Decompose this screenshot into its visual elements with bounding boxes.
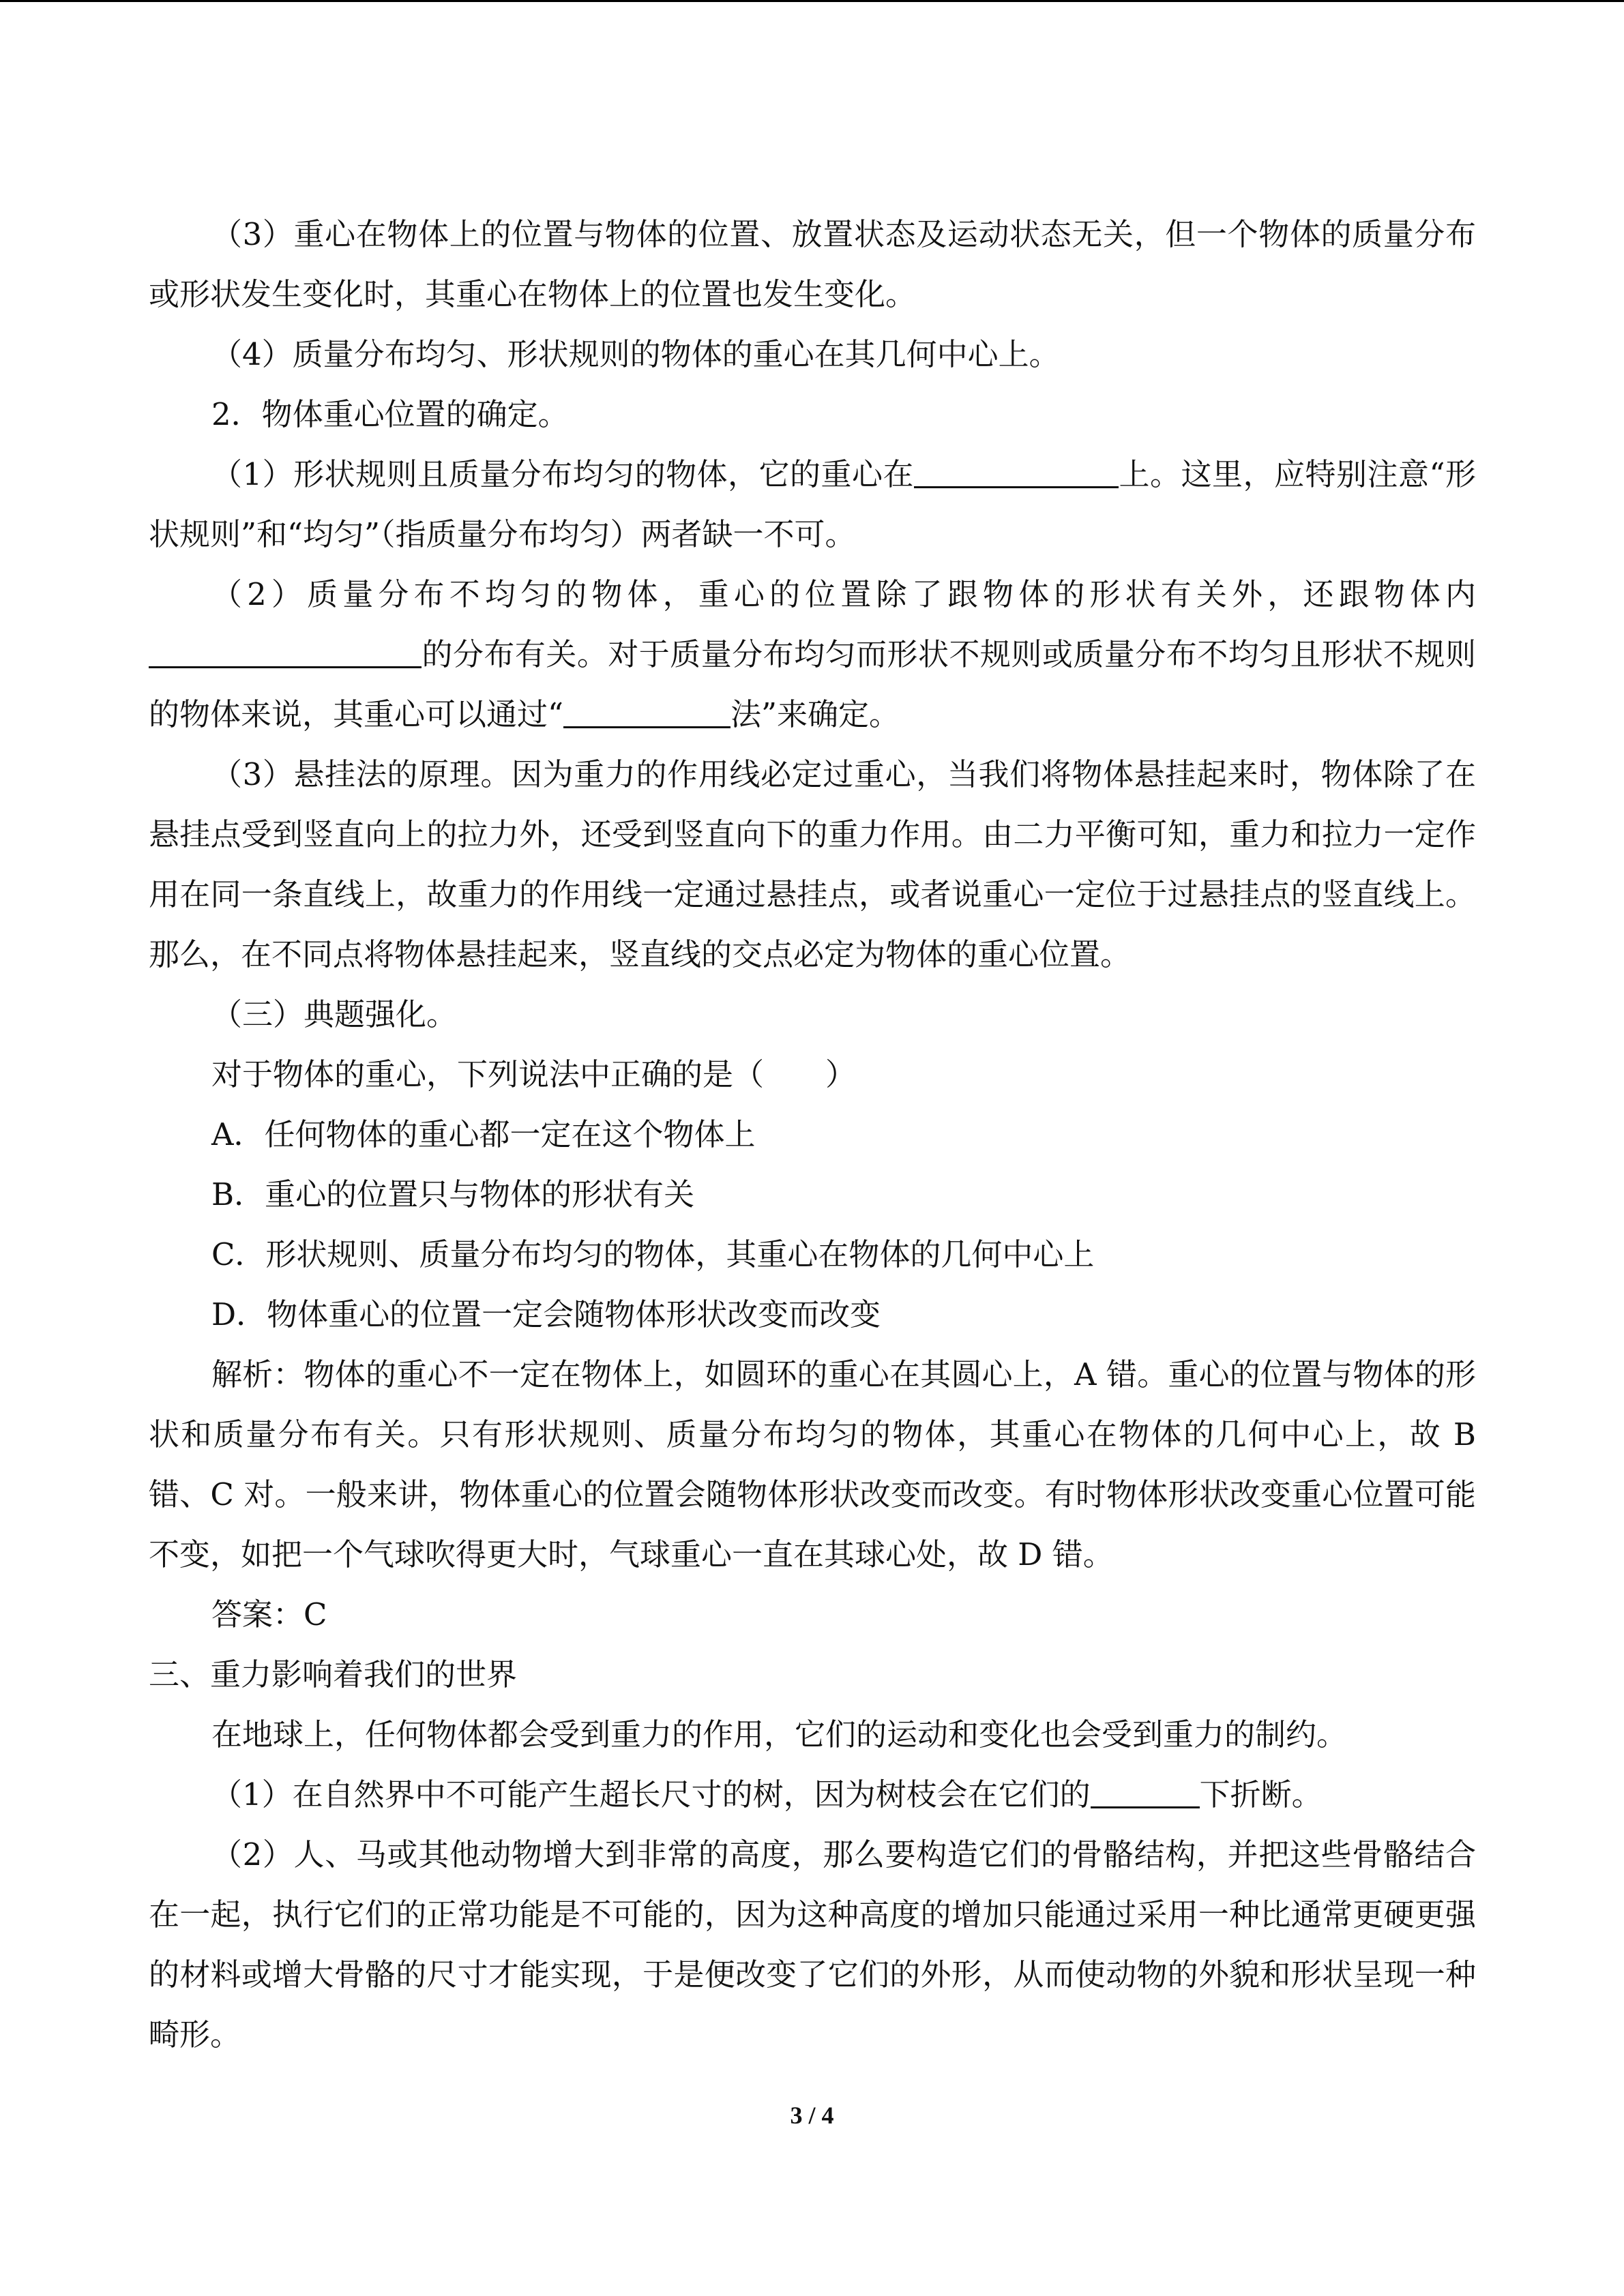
option-b: B．重心的位置只与物体的形状有关 [211, 1176, 695, 1212]
paragraph-center-of-gravity-3: （3）重心在物体上的位置与物体的位置、放置状态及运动状态无关，但一个物体的质量分布或形状发生变化时，其重心在物体上的位置也发生变化。 [149, 216, 1476, 312]
paragraph-gravity-world: 在地球上，任何物体都会受到重力的作用，它们的运动和变化也会受到重力的制约。 [211, 1716, 1348, 1753]
question-stem: 对于物体的重心，下列说法中正确的是（ ） [211, 1056, 857, 1092]
answer-text: 答案：C [211, 1596, 327, 1632]
fill-blank-3 [563, 696, 730, 728]
option-d: D．物体重心的位置一定会随物体形状改变而改变 [211, 1296, 881, 1332]
text-segment: （1）在自然界中不可能产生超长尺寸的树，因为树枝会在它们的 [211, 1776, 1091, 1813]
text-segment: （1）形状规则且质量分布均匀的物体，它的重心在 [211, 456, 915, 492]
heading-typical-questions: （三）典题强化。 [211, 996, 458, 1032]
page-number: 3 / 4 [790, 2102, 834, 2129]
text-segment: 的分布有关。对于质量分布均匀而形状不规则或质量分布不均匀且形状不规则的物体来说，其重心可以通过“ [149, 636, 1476, 732]
analysis-text: 解析：物体的重心不一定在物体上，如圆环的重心在其圆心上，A 错。重心的位置与物体的形状和质量分布有关。只有形状规则、质量分布均匀的物体，其重心在物体的几何中心上，故 B 错、C 对。一般来讲，物体重心的位置会随物体形状改变而改变。有时物体形状改变重心位置可能不变，如把一个气球吹得更大时，气球重心一直在其球心处，故 D 错。 [149, 1356, 1476, 1572]
paragraph-trees [149, 1765, 1476, 1825]
option-a: A．任何物体的重心都一定在这个物体上 [211, 1116, 756, 1152]
paragraph-uneven-mass [149, 565, 1476, 745]
paragraph-center-of-gravity-4: （4）质量分布均匀、形状规则的物体的重心在其几何中心上。 [211, 336, 1060, 372]
fill-blank-4 [1091, 1776, 1200, 1808]
option-c: C．形状规则、质量分布均匀的物体，其重心在物体的几何中心上 [211, 1236, 1095, 1272]
fill-blank-2 [149, 636, 422, 668]
page-content [149, 205, 1476, 2065]
text-segment: 上。这里，应特别注意“形状规则”和“均匀”（指质量分布均匀）两者缺一不可。 [149, 456, 1476, 552]
fill-blank-1 [914, 456, 1119, 488]
paragraph-regular-shape [149, 445, 1476, 565]
heading-determine-position: 2．物体重心位置的确定。 [211, 396, 569, 432]
text-segment: （2）质量分布不均匀的物体，重心的位置除了跟物体的形状有关外，还跟物体内 [211, 576, 1476, 612]
text-segment: 法”来确定。 [730, 696, 900, 732]
paragraph-animals: （2）人、马或其他动物增大到非常的高度，那么要构造它们的骨骼结构，并把这些骨骼结合在一起，执行它们的正常功能是不可能的，因为这种高度的增加只能通过采用一种比通常更硬更强的材料或增大骨骼的尺寸才能实现，于是便改变了它们的外形，从而使动物的外貌和形状呈现一种畸形。 [149, 1836, 1476, 2053]
paragraph-suspension-method: （3）悬挂法的原理。因为重力的作用线必定过重心，当我们将物体悬挂起来时，物体除了在悬挂点受到竖直向上的拉力外，还受到竖直向下的重力作用。由二力平衡可知，重力和拉力一定作用在同一条直线上，故重力的作用线一定通过悬挂点，或者说重心一定位于过悬挂点的竖直线上。那么，在不同点将物体悬挂起来，竖直线的交点必定为物体的重心位置。 [149, 756, 1476, 972]
section-heading-3: 三、重力影响着我们的世界 [149, 1656, 518, 1693]
text-segment: 下折断。 [1199, 1776, 1323, 1813]
top-border [0, 0, 1624, 2]
